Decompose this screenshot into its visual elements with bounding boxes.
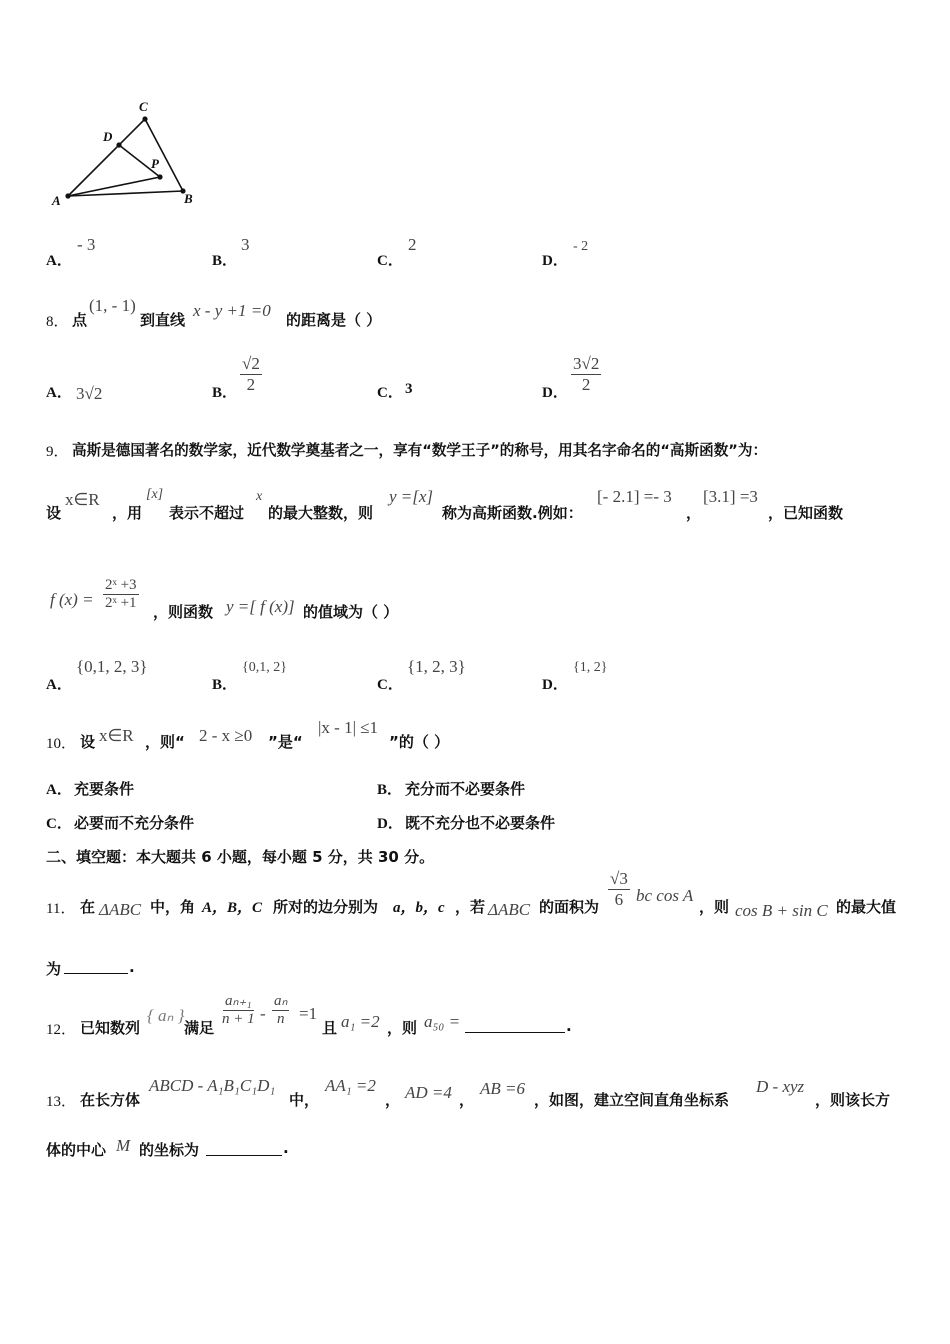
q13-zuobiao: 的坐标为 (139, 1141, 200, 1159)
q10-x-in-r: x∈R (99, 726, 134, 745)
q12-eq-one: =1 (299, 1004, 318, 1023)
q11-area-tail: bc cos A (636, 886, 694, 905)
q8-option-d-label[interactable]: D． (542, 385, 568, 401)
q13-zai: 在长方体 (80, 1091, 141, 1109)
q11-ze: ，则 (699, 898, 730, 916)
q11-expression: cos B + sin C (735, 901, 828, 920)
q7-option-a-label[interactable]: A． (46, 253, 72, 269)
q12-f2-num: aₙ (272, 993, 289, 1011)
label-a: A (52, 193, 61, 208)
q9-zehanshu: ，则函数 (153, 603, 214, 621)
q12-sequence: { aₙ } (147, 1006, 185, 1025)
q8-option-c-value: 3 (405, 381, 413, 397)
q8-number: 8． (46, 314, 69, 330)
q13-number: 13． (46, 1094, 77, 1110)
q11-ruo: ，若 (455, 898, 486, 916)
q9-option-b-label[interactable]: B． (212, 677, 238, 693)
q10-cond-2: |x - 1| ≤1 (318, 718, 379, 737)
q7-option-c-value: 2 (408, 235, 417, 254)
q8-option-c-label[interactable]: C． (377, 385, 403, 401)
q11-wei: 为 (46, 960, 62, 978)
q9-number: 9． (46, 444, 69, 460)
q12-qie: 且 (322, 1019, 338, 1037)
q8-option-d-value (571, 354, 601, 394)
q11-triangle-1: ΔABC (99, 900, 142, 919)
triangle-figure (40, 95, 210, 215)
q9-biaoshi: 表示不超过 (169, 504, 245, 522)
q12-a1: a₁ =2 (341, 1012, 380, 1031)
q13-ruotu: ，如图，建立空间直角坐标系 (534, 1091, 730, 1109)
q9-zhiyu: 的值域为（ ） (303, 603, 399, 621)
q9-example-1: [- 2.1] =- 3 (597, 487, 672, 506)
q13-line-2: 体的中心 (46, 1141, 107, 1159)
q10-option-c-label[interactable]: C． (46, 816, 72, 832)
q13-ze: ，则该长方 (815, 1091, 891, 1109)
q9-yong: ，用 (112, 504, 143, 522)
q9-comma: ， (686, 504, 702, 522)
q11-area-den: 6 (614, 889, 624, 909)
q10-option-d-value: 既不充分也不必要条件 (405, 814, 556, 832)
q8-text-1: 点 (72, 311, 88, 329)
q12-minus: - (260, 1004, 266, 1023)
q12-a50: a₅₀ = (424, 1012, 461, 1031)
q9-option-a-label[interactable]: A． (46, 677, 72, 693)
q11-sides: a，b，c (393, 900, 445, 916)
q8-option-a-value: 3√2 (76, 384, 103, 403)
q13-comma-1: ， (385, 1091, 401, 1109)
q9-she: 设 (46, 504, 62, 522)
q13-comma-2: ， (459, 1091, 475, 1109)
q9-f-den: 2ˣ +1 (105, 595, 137, 612)
q13-aa1: AA₁ =2 (325, 1076, 376, 1095)
q8-option-d-den: 2 (581, 374, 591, 394)
section-2-heading: 二、填空题：本大题共 6 小题，每小题 5 分，共 30 分。 (46, 848, 435, 866)
q8-point: (1, - 1) (89, 296, 136, 315)
q11-answer-blank[interactable] (64, 972, 128, 974)
q9-intro: 高斯是德国著名的数学家，近代数学奠基者之一，享有“数学王子”的称号，用其名字命名的“高斯函数”为： (72, 442, 768, 459)
q11-suodui: 所对的边分别为 (273, 898, 379, 916)
point-d (116, 142, 121, 147)
q13-zhong: 中， (289, 1091, 320, 1109)
q8-text-2: 到直线 (140, 311, 186, 329)
q7-option-d-label[interactable]: D． (542, 253, 568, 269)
q13-end: . (283, 1139, 289, 1157)
q12-f2-den: n (276, 1011, 285, 1028)
q11-angles: A，B，C (202, 900, 263, 916)
q8-option-b-num: √2 (242, 354, 260, 373)
q8-line-eq: x - y +1 =0 (193, 301, 271, 320)
q9-option-a-value: {0,1, 2, 3} (76, 657, 148, 676)
label-c: C (139, 99, 148, 114)
q12-manzu: 满足 (184, 1019, 215, 1037)
label-d: D (103, 129, 113, 144)
q9-y-gauss: y =[ f (x)] (226, 597, 295, 616)
q9-option-c-value: {1, 2, 3} (407, 657, 466, 676)
label-b: B (184, 191, 193, 206)
q9-zuida: 的最大整数，则 (268, 504, 374, 522)
q13-box: ABCD - A₁B₁C₁D₁ (149, 1076, 276, 1095)
q10-number: 10． (46, 736, 77, 752)
q12-fraction-2 (272, 993, 289, 1029)
q8-option-b-den: 2 (246, 374, 256, 394)
q7-option-d-value: - 2 (573, 239, 589, 254)
side-bc (145, 119, 183, 191)
q12-number: 12． (46, 1022, 77, 1038)
q11-area-fraction (608, 869, 630, 909)
q9-f-fraction (103, 577, 139, 613)
q8-option-d-num: 3√2 (573, 354, 600, 373)
q11-zai: 在 (80, 898, 96, 916)
q13-coord-system: D - xyz (756, 1077, 805, 1096)
q7-option-b-label[interactable]: B． (212, 253, 238, 269)
q13-answer-blank[interactable] (206, 1154, 282, 1156)
label-p: P (151, 156, 159, 171)
q10-option-a-label[interactable]: A． (46, 782, 72, 798)
q12-fraction-1 (220, 993, 257, 1029)
q9-option-d-value: {1, 2} (573, 660, 608, 675)
q10-cond-1: 2 - x ≥0 (199, 726, 253, 745)
point-p (157, 174, 162, 179)
q10-she: 设 (80, 733, 96, 751)
q12-f1-num: aₙ₊₁ (223, 993, 254, 1011)
q13-ab: AB =6 (480, 1079, 525, 1098)
q13-ad: AD =4 (405, 1083, 452, 1102)
q11-area-num: √3 (610, 869, 628, 888)
q8-option-a-label[interactable]: A． (46, 385, 72, 401)
q9-option-b-value: {0,1, 2} (242, 660, 287, 675)
q12-ze: ，则 (387, 1019, 418, 1037)
q11-triangle-2: ΔABC (488, 900, 531, 919)
q8-option-b-label[interactable]: B． (212, 385, 238, 401)
q10-shi: ”是“ (268, 733, 303, 751)
q7-option-a-value: - 3 (77, 235, 96, 254)
q9-yizhi: ，已知函数 (768, 504, 844, 522)
q10-option-a-value: 充要条件 (74, 780, 135, 798)
q11-zhong: 中，角 (150, 898, 196, 916)
q8-text-3: 的距离是（ ） (286, 311, 382, 329)
q9-option-d-label[interactable]: D． (542, 677, 568, 693)
q10-de: ”的（ ） (389, 733, 450, 751)
q10-option-b-value: 充分而不必要条件 (405, 780, 526, 798)
q9-x-in-r: x∈R (65, 490, 100, 509)
q7-option-c-label[interactable]: C． (377, 253, 403, 269)
q9-f-lhs: f (x) = (50, 590, 94, 609)
q9-example-2: [3.1] =3 (703, 487, 758, 506)
q9-x: x (256, 489, 263, 504)
q11-number: 11． (46, 901, 76, 917)
q7-option-b-value: 3 (241, 235, 250, 254)
q9-f-num: 2ˣ +3 (103, 577, 139, 595)
q9-y-eq-x: y =[x] (389, 487, 434, 506)
q11-mianji: 的面积为 (539, 898, 600, 916)
q10-option-c-value: 必要而不充分条件 (74, 814, 195, 832)
point-a (65, 193, 70, 198)
q13-m: M (116, 1136, 131, 1155)
q8-option-b-value (240, 354, 262, 394)
q9-option-c-label[interactable]: C． (377, 677, 403, 693)
q10-ze: ，则“ (145, 733, 185, 751)
q9-chengwei: 称为高斯函数.例如： (442, 504, 583, 522)
q12-f1-den: n + 1 (222, 1011, 255, 1028)
q9-bracket-x: [x] (146, 487, 164, 502)
q12-yizhi: 已知数列 (80, 1019, 141, 1037)
q10-option-d-label[interactable]: D． (377, 816, 403, 832)
point-c (142, 116, 147, 121)
q11-zuida: 的最大值 (836, 898, 897, 916)
q10-option-b-label[interactable]: B． (377, 782, 403, 798)
q11-end: . (129, 958, 135, 976)
q12-answer-blank[interactable] (465, 1031, 565, 1033)
q12-end: . (566, 1017, 572, 1035)
